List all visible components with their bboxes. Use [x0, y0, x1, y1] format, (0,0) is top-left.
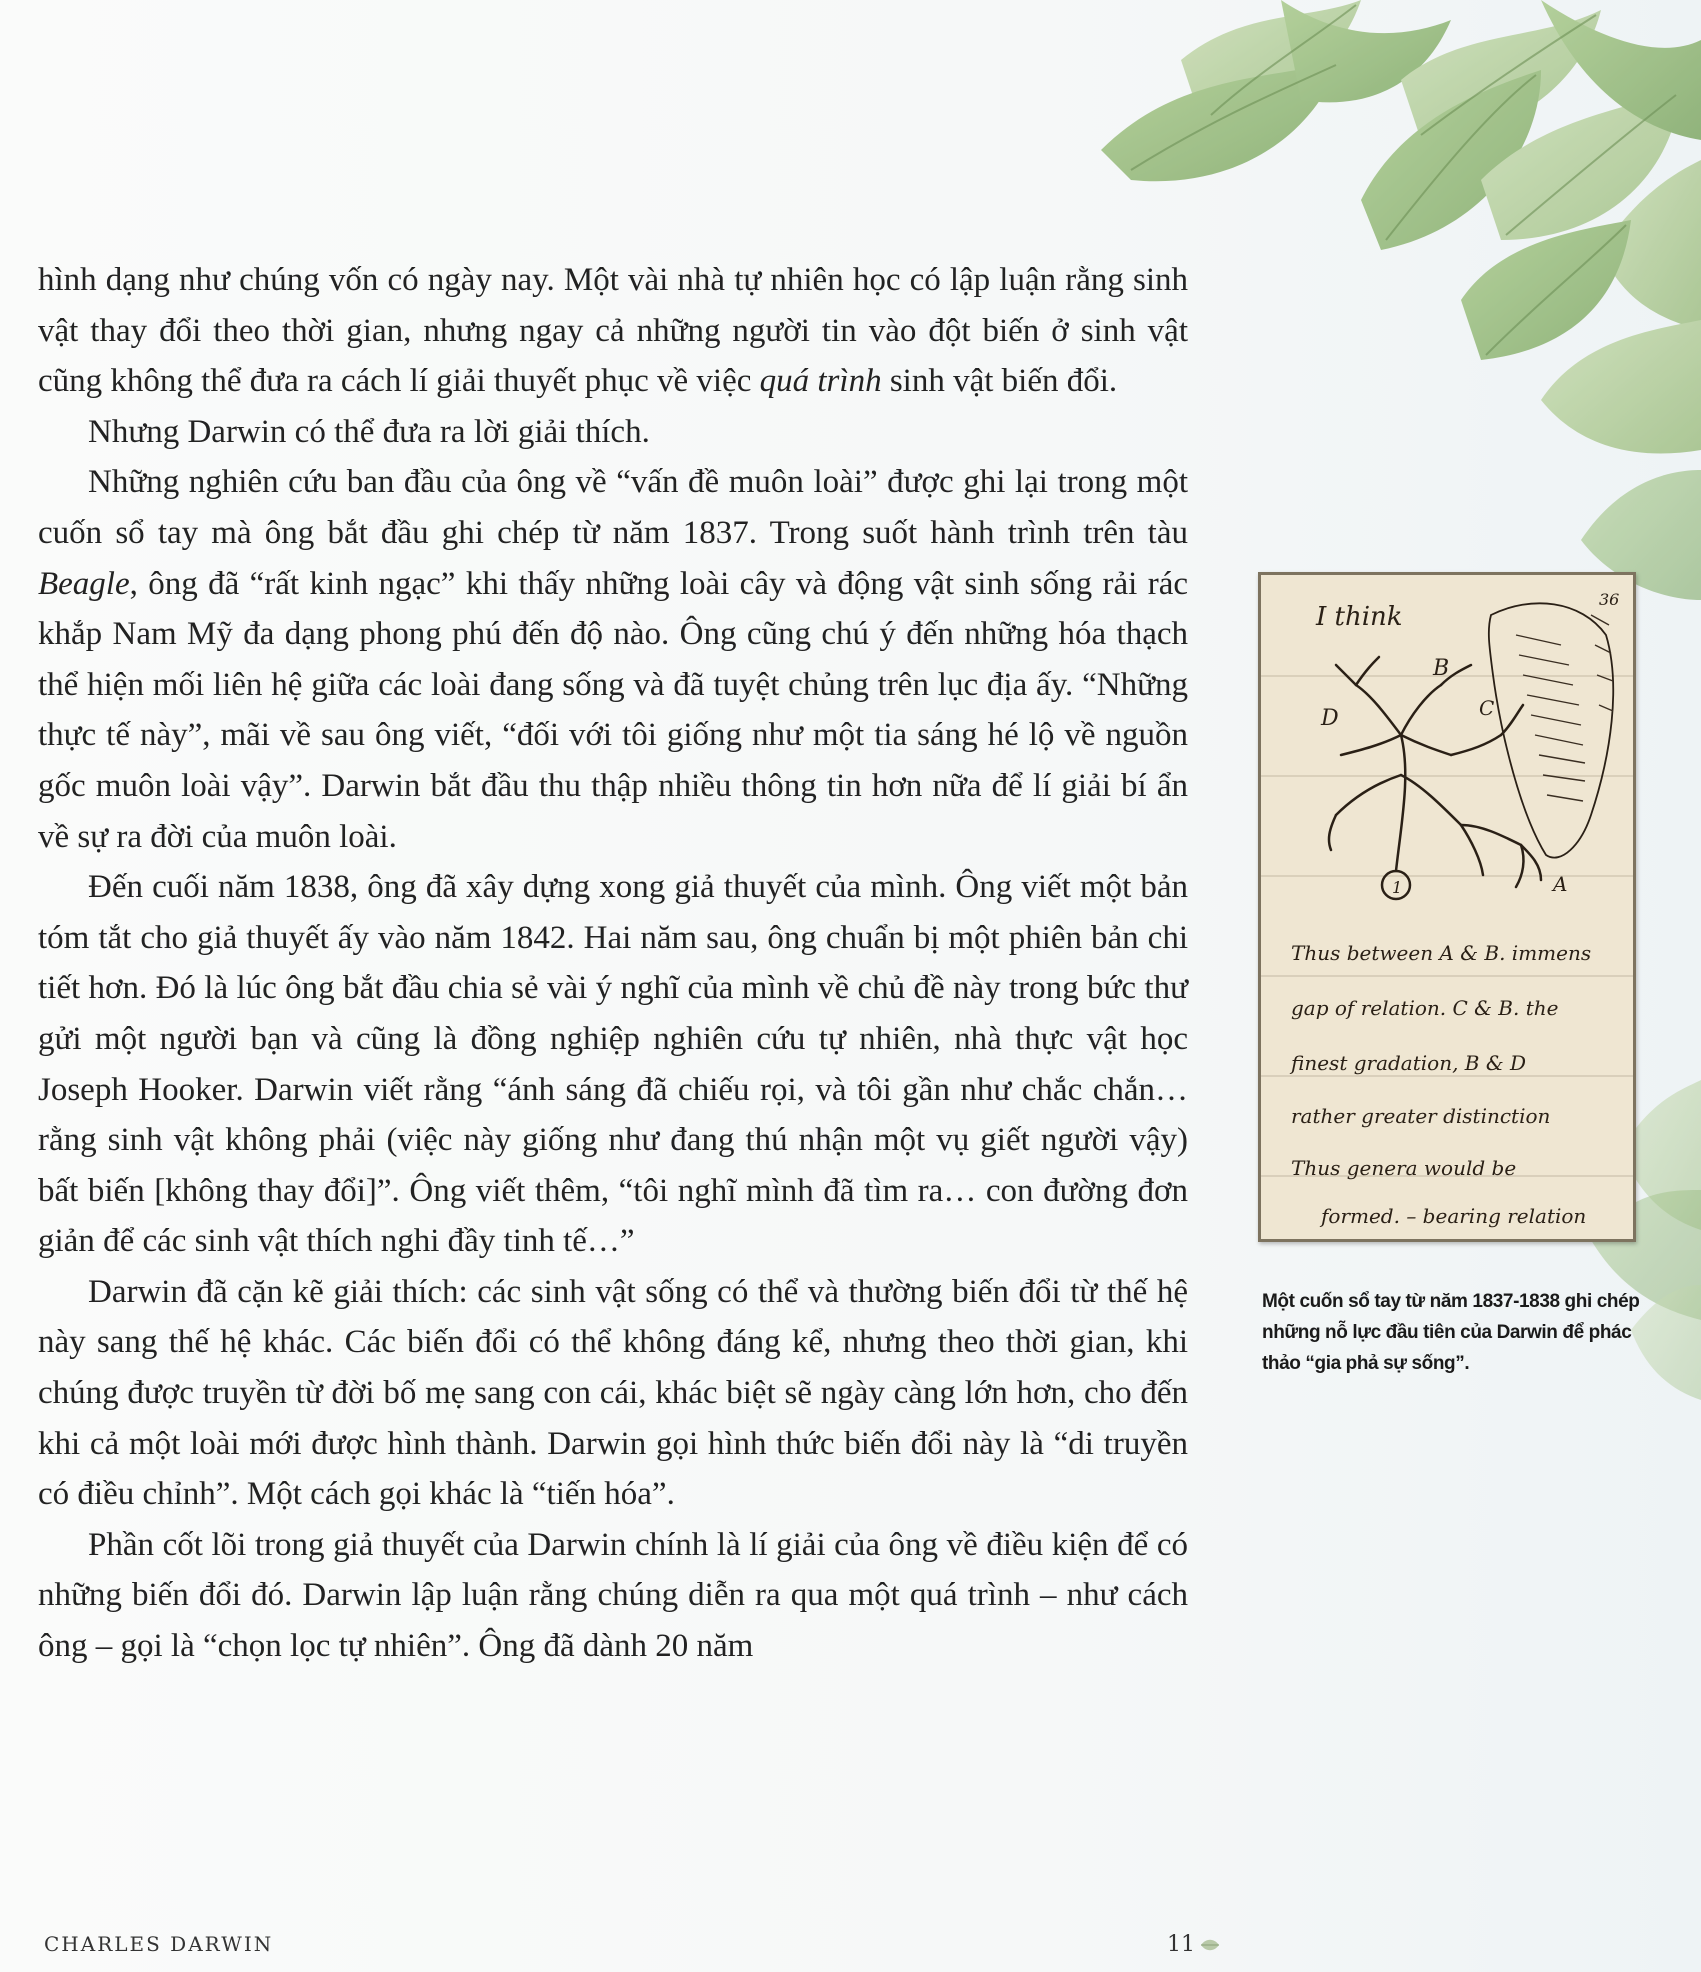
figure-caption: Một cuốn sổ tay từ năm 1837-1838 ghi chép những nỗ lực đầu tiên của Darwin để phác thảo “gia phả sự sống”. [1262, 1291, 1640, 1374]
paragraph: Nhưng Darwin có thể đưa ra lời giải thích. [88, 413, 650, 450]
paragraph [38, 457, 1188, 862]
body-text [38, 255, 1188, 1672]
sketch-label-c: C [1479, 696, 1495, 720]
handwritten-line: formed. – bearing relation [1321, 1204, 1587, 1228]
text-run: hình dạng như chúng vốn có ngày nay. Một vài nhà tự nhiên học có lập luận rằng sinh vật thay đổi theo thời gian, nhưng ngay cả những người tin vào đột biến ở sinh vật cũng không thể đưa ra cách lí giải thuyết phục về việc [38, 262, 1188, 400]
sketch-heading: I think [1316, 602, 1403, 632]
notebook-sketch-image [1258, 572, 1636, 1242]
paragraph: Darwin đã cặn kẽ giải thích: các sinh vật sống có thể và thường biến đổi từ thế hệ này sang thế hệ khác. Các biến đổi có thể không đáng kể, nhưng theo thời gian, khi chúng được truyền từ đời bố mẹ sang con cái, khác biệt sẽ ngày càng lớn hơn, cho đến khi cả một loài mới được hình thành. Darwin gọi hình thức biến đổi này là “di truyền có điều chỉnh”. Một cách gọi khác là “tiến hóa”. [38, 1273, 1188, 1513]
running-head: CHARLES DARWIN [44, 1932, 274, 1956]
sketch-page-number: 36 [1599, 590, 1620, 609]
tree-of-life-sketch [1261, 575, 1633, 1239]
sketch-label-b: B [1433, 656, 1450, 681]
handwritten-line: Thus between A & B. immens [1291, 941, 1592, 965]
text-run: Những nghiên cứu ban đầu của ông về “vấn đề muôn loài” được ghi lại trong một cuốn sổ tay mà ông bắt đầu ghi chép từ năm 1837. Trong suốt hành trình trên tàu [38, 464, 1188, 551]
paragraph [38, 255, 1188, 407]
sketch-label-1: 1 [1392, 878, 1403, 897]
page-number-block [1167, 1932, 1221, 1957]
handwritten-line: gap of relation. C & B. the [1291, 996, 1559, 1020]
text-run: , ông đã “rất kinh ngạc” khi thấy những loài cây và động vật sinh sống rải rác khắp Nam Mỹ đa dạng phong phú đến độ nào. Ông cũng chú ý đến những hóa thạch thể hiện mối liên hệ giữa các loài đang sống và đã tuyệt chủng trên lục địa ấy. “Những thực tế này”, mãi về sau ông viết, “đối với tôi giống như một tia sáng hé lộ về nguồn gốc muôn loài vậy”. Darwin bắt đầu thu thập nhiều thông tin hơn nữa để lí giải bí ẩn về sự ra đời của muôn loài. [38, 565, 1188, 855]
italic-text: quá trình [759, 363, 882, 400]
handwritten-line: rather greater distinction [1291, 1104, 1551, 1128]
sketch-label-a: A [1553, 872, 1568, 896]
text-run: sinh vật biến đổi. [889, 363, 1118, 400]
sketch-label-d: D [1321, 706, 1339, 731]
handwritten-line: Thus genera would be [1291, 1156, 1517, 1180]
handwritten-line: finest gradation, B & D [1291, 1051, 1527, 1075]
leaf-ornament-icon [1199, 1936, 1221, 1954]
italic-text: Beagle [38, 565, 130, 602]
page-number: 11 [1167, 1932, 1195, 1957]
paragraph: Phần cốt lõi trong giả thuyết của Darwin chính là lí giải của ông về điều kiện để có những biến đổi đó. Darwin lập luận rằng chúng diễn ra qua một quá trình – như cách ông – gọi là “chọn lọc tự nhiên”. Ông đã dành 20 năm [38, 1526, 1188, 1665]
paragraph: Đến cuối năm 1838, ông đã xây dựng xong giả thuyết của mình. Ông viết một bản tóm tắt cho giả thuyết ấy vào năm 1842. Hai năm sau, ông chuẩn bị một phiên bản chi tiết hơn. Đó là lúc ông bắt đầu chia sẻ vài ý nghĩ của mình về chủ đề này trong bức thư gửi một người bạn và cũng là đồng nghiệp nghiên cứu tự nhiên, nhà thực vật học Joseph Hooker. Darwin viết rằng “ánh sáng đã chiếu rọi, và tôi gần như chắc chắn… rằng sinh vật không phải (việc này giống như đang thú nhận một vụ giết người vậy) bất biến [không thay đổi]”. Ông viết thêm, “tôi nghĩ mình đã tìm ra… con đường đơn giản để các sinh vật thích nghi đầy tinh tế…” [38, 869, 1188, 1260]
